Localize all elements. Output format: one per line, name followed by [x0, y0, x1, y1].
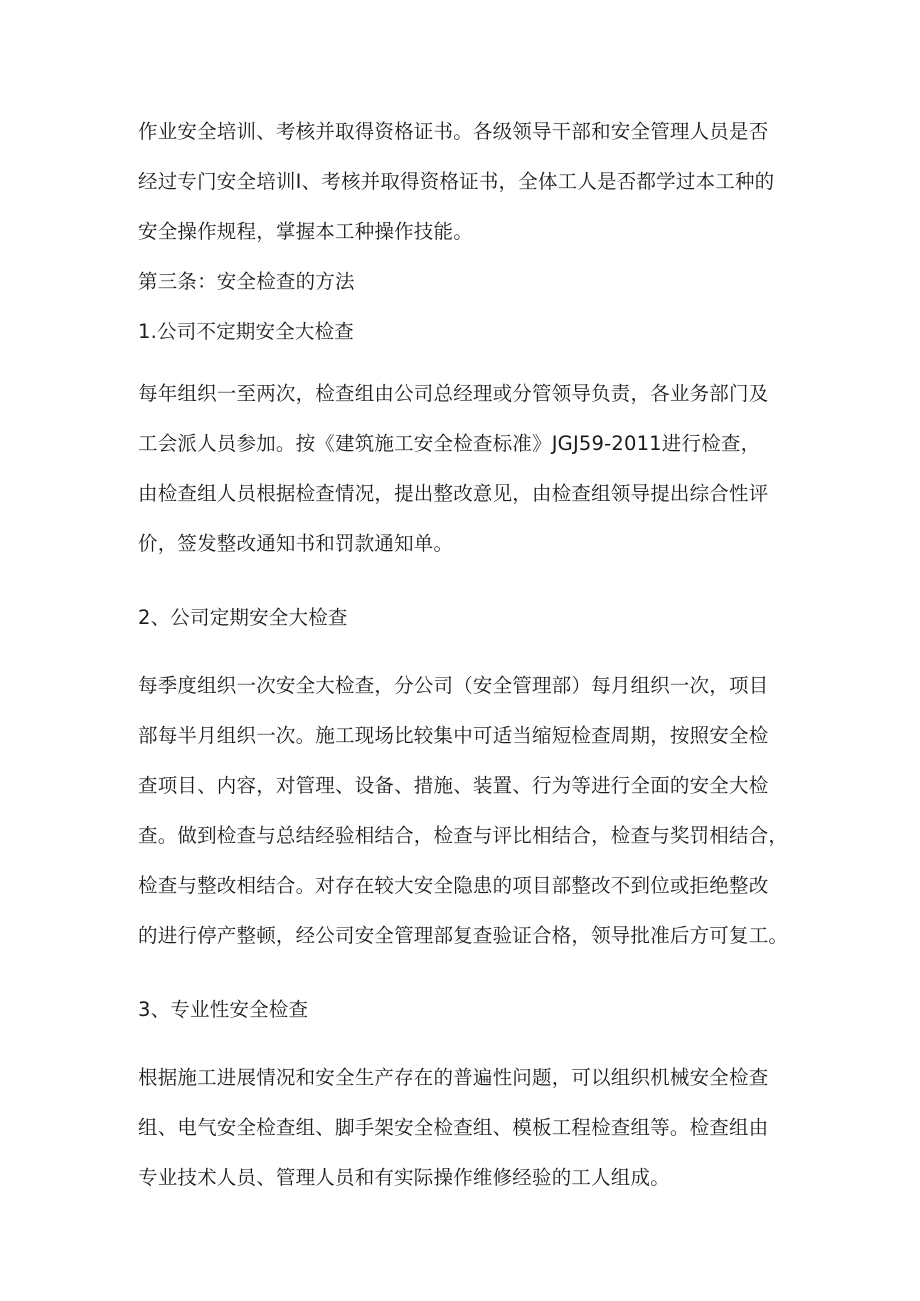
- text-line: 专业技术人员、管理人员和有实际操作维修经验的工人组成。: [138, 1166, 670, 1189]
- text-line: 由检查组人员根据检查情况，提出整改意见，由检查组领导提出综合性评: [138, 482, 769, 505]
- text-line: 组、电气安全检查组、脚手架安全检查组、模板工程检查组等。检查组由: [138, 1116, 769, 1139]
- text-line: 安全操作规程，掌握本工种操作技能。: [138, 220, 473, 243]
- text-line: 作业安全培训、考核并取得资格证书。各级领导干部和安全管理人员是否: [138, 120, 769, 143]
- text-line: 根据施工进展情况和安全生产存在的普遍性问题，可以组织机械安全检查: [138, 1066, 769, 1089]
- text-line: 价，签发整改通知书和罚款通知单。: [138, 532, 454, 555]
- text-line: 工会派人员参加。按《建筑施工安全检查标准》JGJ59-2011进行检查，: [138, 432, 761, 455]
- text-line: 部每半月组织一次。施工现场比较集中可适当缩短检查周期，按照安全检: [138, 724, 769, 747]
- subsection-heading: 2、公司定期安全大检查: [138, 606, 348, 629]
- text-line: 每季度组织一次安全大检查，分公司（安全管理部）每月组织一次，项目: [138, 674, 769, 697]
- text-line: 经过专门安全培训I、考核并取得资格证书，全体工人是否都学过本工种的: [138, 170, 775, 193]
- text-line: 查。做到检查与总结经验相结合，检查与评比相结合，检查与奖罚相结合，: [138, 824, 789, 847]
- text-line: 的进行停产整顿，经公司安全管理部复查验证合格，领导批准后方可复工。: [138, 924, 789, 947]
- text-line: 每年组织一至两次，检查组由公司总经理或分管领导负责，各业务部门及: [138, 382, 769, 405]
- subsection-heading: 3、专业性安全检查: [138, 998, 309, 1021]
- text-line: 检查与整改相结合。对存在较大安全隐患的项目部整改不到位或拒绝整改: [138, 874, 769, 897]
- text-line: 查项目、内容，对管理、设备、措施、装置、行为等进行全面的安全大检: [138, 774, 769, 797]
- section-heading: 第三条：安全检查的方法: [138, 270, 355, 293]
- subsection-heading: 1.公司不定期安全大检查: [138, 320, 355, 343]
